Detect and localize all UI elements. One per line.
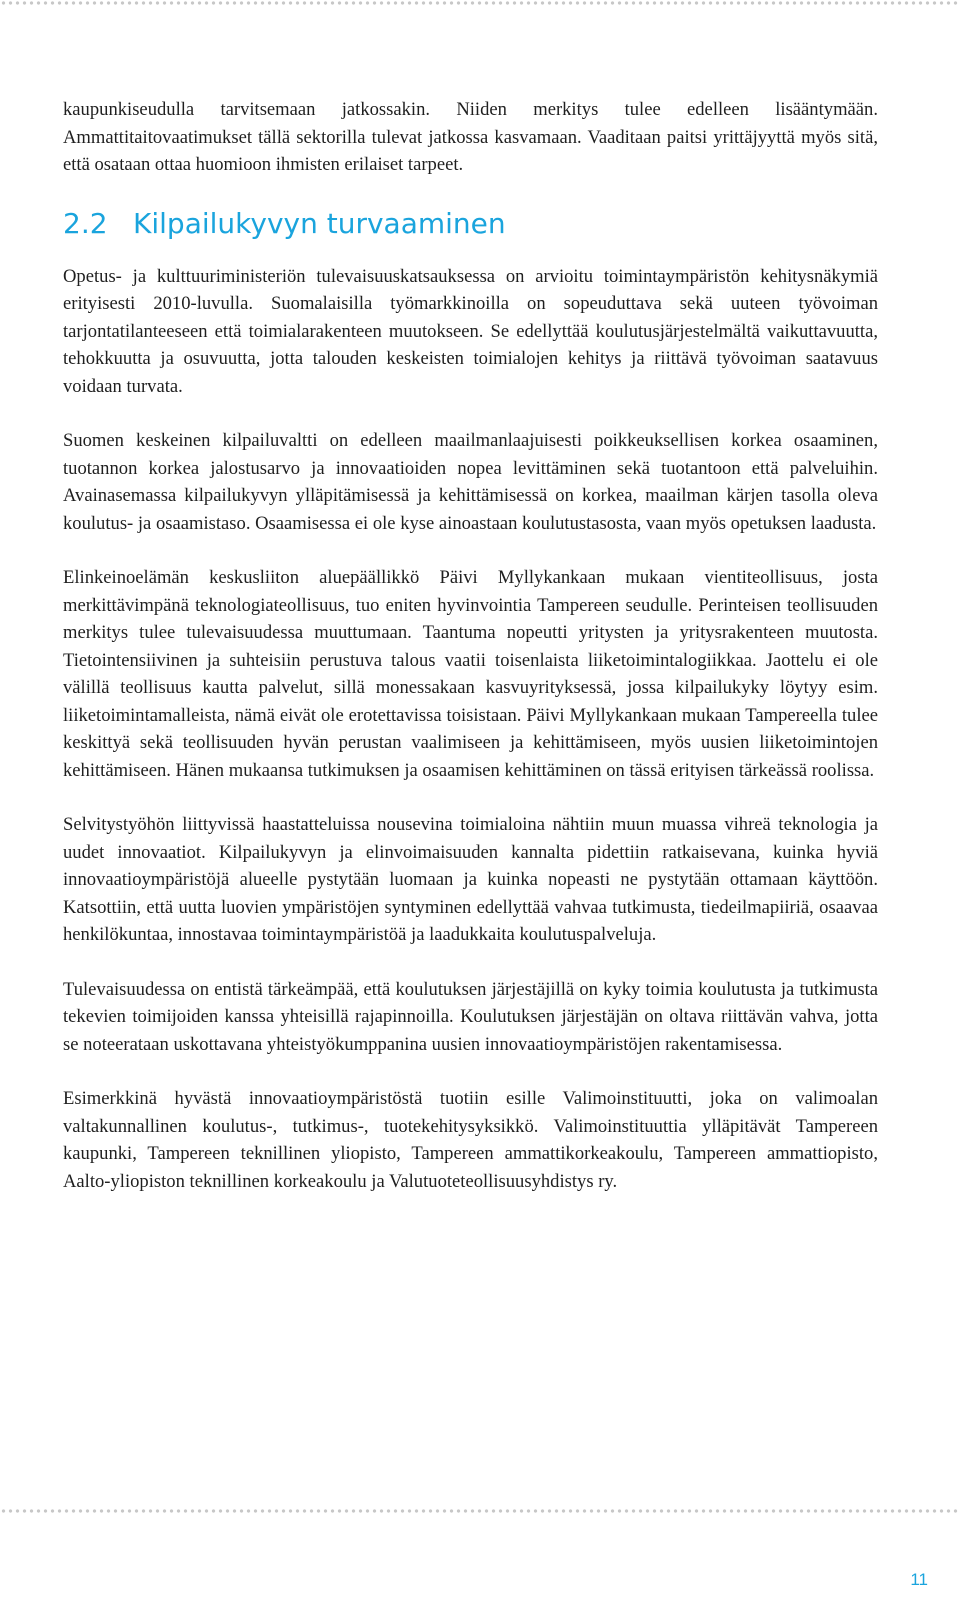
section-number: 2.2 bbox=[63, 206, 108, 240]
bottom-dotted-border bbox=[0, 1508, 960, 1514]
paragraph-1: Opetus- ja kulttuuriministeriön tulevaisuuskatsauksessa on arvioitu toimintaympäristön kehitysnäkymiä erityisesti 2010-luvulla. Suomalaisilla työmarkkinoilla on sopeuduttava sekä uuteen työvoiman tarjontatilanteeseen että toimialarakenteen muutokseen. Se edellyttää koulutusjärjestelmältä vaikuttavuutta, tehokkuutta ja osuvuutta, jotta talouden keskeisten toimialojen kehitys ja riittävä työvoiman saatavuus voidaan turvata. bbox=[63, 265, 878, 397]
page-content bbox=[63, 96, 878, 1195]
paragraph-2: Suomen keskeinen kilpailuvaltti on edelleen maailmanlaajuisesti poikkeuksellisen korkea osaaminen, tuotannon korkea jalostusarvo ja innovaatioiden nopea levittäminen sekä tuotantoon että palveluihin. Avainasemassa kilpailukyvyn ylläpitämisessä ja kehittämisessä on korkea, maailman kärjen tasolla oleva koulutus- ja osaamistaso. Osaamisessa ei ole kyse ainoastaan koulutustasosta, vaan myös opetuksen laadusta. bbox=[63, 430, 878, 534]
paragraph-5: Tulevaisuudessa on entistä tärkeämpää, että koulutuksen järjestäjillä on kyky toimia koulutusta ja tutkimusta tekevien toimijoiden kanssa yhteisillä rajapinnoilla. Koulutuksen järjestäjän on oltava riittävän vahva, jotta se noteerataan uskottavana yhteistyökumppanina uusien innovaatioympäristöjen rakentamisessa. bbox=[63, 978, 878, 1055]
paragraph-4: Selvitystyöhön liittyvissä haastatteluissa nousevina toimialoina nähtiin muun muassa vihreä teknologia ja uudet innovaatiot. Kilpailukyvyn ja elinvoimaisuuden kannalta pidettiin ratkaisevana, kuinka hyviä innovaatioympäristöjä alueelle pystytään luomaan ja kuinka nopeasti ne pystytään ottamaan käyttöön. Katsottiin, että uutta luovien ympäristöjen syntyminen edellyttää vahvaa tutkimusta, tiedeilmapiiriä, osaavaa henkilökuntaa, innostavaa toimintaympäristöä ja laadukkaita koulutuspalveluja. bbox=[63, 814, 878, 945]
section-title: Kilpailukyvyn turvaaminen bbox=[133, 206, 506, 240]
top-dotted-border bbox=[0, 0, 960, 6]
section-heading bbox=[63, 205, 878, 243]
intro-paragraph: kaupunkiseudulla tarvitsemaan jatkossakin. Niiden merkitys tulee edelleen lisääntymään. Ammattitaitovaatimukset tällä sektorilla tulevat jatkossa kasvamaan. Vaaditaan paitsi yrittäjyyttä myös sitä, että osataan ottaa huomioon ihmisten erilaiset tarpeet. bbox=[63, 99, 878, 175]
paragraph-3: Elinkeinoelämän keskusliiton aluepäällikkö Päivi Myllykankaan mukaan vientiteollisuus, josta merkittävimpänä teknologiateollisuus, tuo eniten hyvinvointia Tampereen seudulle. Perinteisen teollisuuden merkitys tulee tulevaisuudessa muuttumaan. Taantuma nopeutti yritysten ja yritysrakenteen muutosta. Tietointensiivinen ja suhteisiin perustuva talous vaatii toisenlaista liiketoimintalogiikkaa. Jaottelu ei ole välillä teollisuus kautta palvelut, sillä monessakaan kasvuyrityksessä, jossa kilpailukyky löytyy esim. liiketoimintamalleista, nämä eivät ole erotettavissa toisistaan. Päivi Myllykankaan mukaan Tampereella tulee keskittyä sekä teollisuuden hyvän perustan vaalimiseen ja kehittämiseen, myös uusien liiketoimintojen kehittämiseen. Hänen mukaansa tutkimuksen ja osaamisen kehittäminen on tässä erityisen tärkeässä roolissa. bbox=[63, 567, 878, 781]
paragraph-6: Esimerkkinä hyvästä innovaatioympäristöstä tuotiin esille Valimoinstituutti, joka on valimoalan valtakunnallinen koulutus-, tutkimus-, tuotekehitysyksikkö. Valimoinstituuttia ylläpitävät Tampereen kaupunki, Tampereen teknillinen yliopisto, Tampereen ammattikorkeakoulu, Tampereen ammattiopisto, Aalto-yliopiston teknillinen korkeakoulu ja Valutuoteteollisuusyhdistys ry. bbox=[63, 1088, 878, 1192]
page-number: 11 bbox=[910, 1570, 928, 1589]
